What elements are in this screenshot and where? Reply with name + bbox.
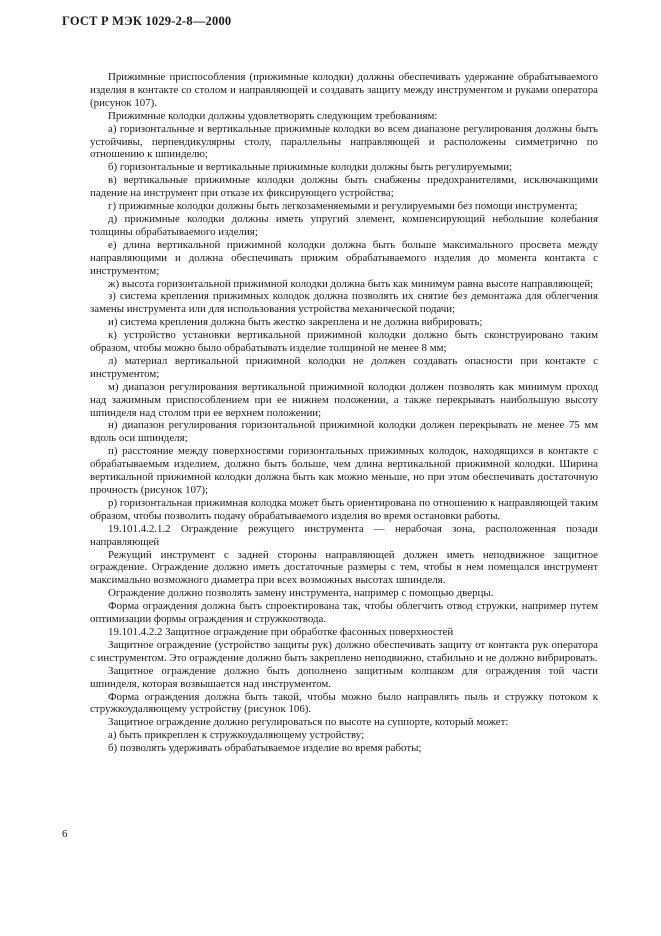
paragraph: ж) высота горизонтальной прижимной колодки должна быть как минимум равна высоте направляющей; — [108, 277, 594, 290]
paragraph: Ограждение должно позволять замену инструмента, например с помощью дверцы. — [108, 587, 494, 600]
paragraph: Прижимные приспособления (прижимные колодки) должны обеспечивать удержание обрабатываемого изделия в контакте со столом и направляющей и создавать защиту между инструментом и руками оператора (рисунок 107). — [90, 71, 598, 109]
document-body — [90, 71, 598, 755]
paragraph: Защитное ограждение должно быть дополнено защитным колпаком для ограждения той части шпинделя, которая возвышается над инструментом. — [90, 664, 598, 690]
paragraph: л) материал вертикальной прижимной колодки не должен создавать опасности при контакте с инструментом; — [90, 354, 598, 380]
document-header: ГОСТ Р МЭК 1029-2-8—2000 — [62, 14, 232, 28]
paragraph: м) диапазон регулирования вертикальной прижимной колодки должен позволять как минимум проход над зажимным приспособлением при ее нижнем положении, а также перекрывать наибольшую высоту шпинделя над столом при ее верхнем положении; — [90, 380, 598, 419]
paragraph: н) диапазон регулирования горизонтальной прижимной колодки должен перекрывать не менее 75 мм вдоль оси шпинделя; — [90, 419, 598, 445]
paragraph: п) расстояние между поверхностями горизонтальных прижимных колодок, находящихся в контакте с обрабатываемым изделием, должно быть больше, чем длина вертикальной прижимной колодки. Ширина вертикальной прижимной колодки должна быть как можно меньше, но при этом обеспечивать достаточную прочность (рисунок 107); — [90, 445, 598, 496]
page-number: 6 — [62, 828, 68, 840]
paragraph: Форма ограждения должна быть такой, чтобы можно было направлять пыль и стружку потоком к стружкоудаляющему устройству (рисунок 106). — [90, 690, 598, 716]
paragraph: Защитное ограждение (устройство защиты рук) должно обеспечивать защиту от контакта рук оператора с инструментом. Это ограждение должно быть закреплено неподвижно, стабильно и не должно вибрировать. — [90, 638, 598, 664]
paragraph: д) прижимные колодки должны иметь упругий элемент, компенсирующий небольшие колебания толщины обрабатываемого изделия; — [90, 212, 598, 238]
paragraph: е) длина вертикальной прижимной колодки должна быть больше максимального просвета между направляющими и должна обеспечивать прижим обрабатываемого изделия до момента контакта с инструментом; — [90, 238, 598, 277]
paragraph: Форма ограждения должна быть спроектирована так, чтобы облегчить отвод стружки, например путем оптимизации формы ограждения и стружкоотвода. — [90, 600, 598, 626]
paragraph: б) позволять удерживать обрабатываемое изделие во время работы; — [108, 742, 422, 755]
paragraph: и) система крепления должна быть жестко закреплена и не должна вибрировать; — [108, 316, 483, 329]
paragraph: з) система крепления прижимных колодок должна позволять их снятие без демонтажа для облегчения замены инструмента или для использования устройства механической подачи; — [90, 290, 598, 316]
paragraph: р) горизонтальная прижимная колодка может быть ориентирована по отношению к направляющей таким образом, чтобы позволить подачу обрабатываемого изделия во время остановки работы. — [90, 496, 598, 522]
paragraph: б) горизонтальные и вертикальные прижимные колодки должны быть регулируемыми; — [108, 161, 513, 174]
paragraph: а) быть прикреплен к стружкоудаляющему устройству; — [108, 729, 365, 742]
paragraph: г) прижимные колодки должны быть легкозаменяемыми и регулируемыми без помощи инструмента; — [108, 200, 578, 213]
section-heading: 19.101.4.2.1.2 Ограждение режущего инструмента — нерабочая зона, расположенная позади направляющей — [90, 522, 598, 548]
paragraph: а) горизонтальные и вертикальные прижимные колодки во всем диапазоне регулирования должны быть устойчивы, перпендикулярны столу, параллельны направляющей и расположены симметрично по отношению к шпинделю; — [90, 122, 598, 161]
paragraph: Режущий инструмент с задней стороны направляющей должен иметь неподвижное защитное ограждение. Ограждение должно иметь достаточные размеры с тем, чтобы в нем помещался инструмент максимально возможного диаметра при всех возможных высотах шпинделя. — [90, 548, 598, 587]
paragraph: Прижимные колодки должны удовлетворять следующим требованиям: — [108, 109, 438, 122]
section-heading: 19.101.4.2.2 Защитное ограждение при обработке фасонных поверхностей — [108, 625, 454, 638]
paragraph: Защитное ограждение должно регулироваться по высоте на суппорте, который может: — [108, 716, 509, 729]
paragraph: в) вертикальные прижимные колодки должны быть снабжены предохранителями, исключающими падение на инструмент при отказе их фиксирующего устройства; — [90, 174, 598, 200]
paragraph: к) устройство установки вертикальной прижимной колодки должно быть сконструировано таким образом, чтобы можно было обрабатывать изделие толщиной не менее 8 мм; — [90, 329, 598, 355]
